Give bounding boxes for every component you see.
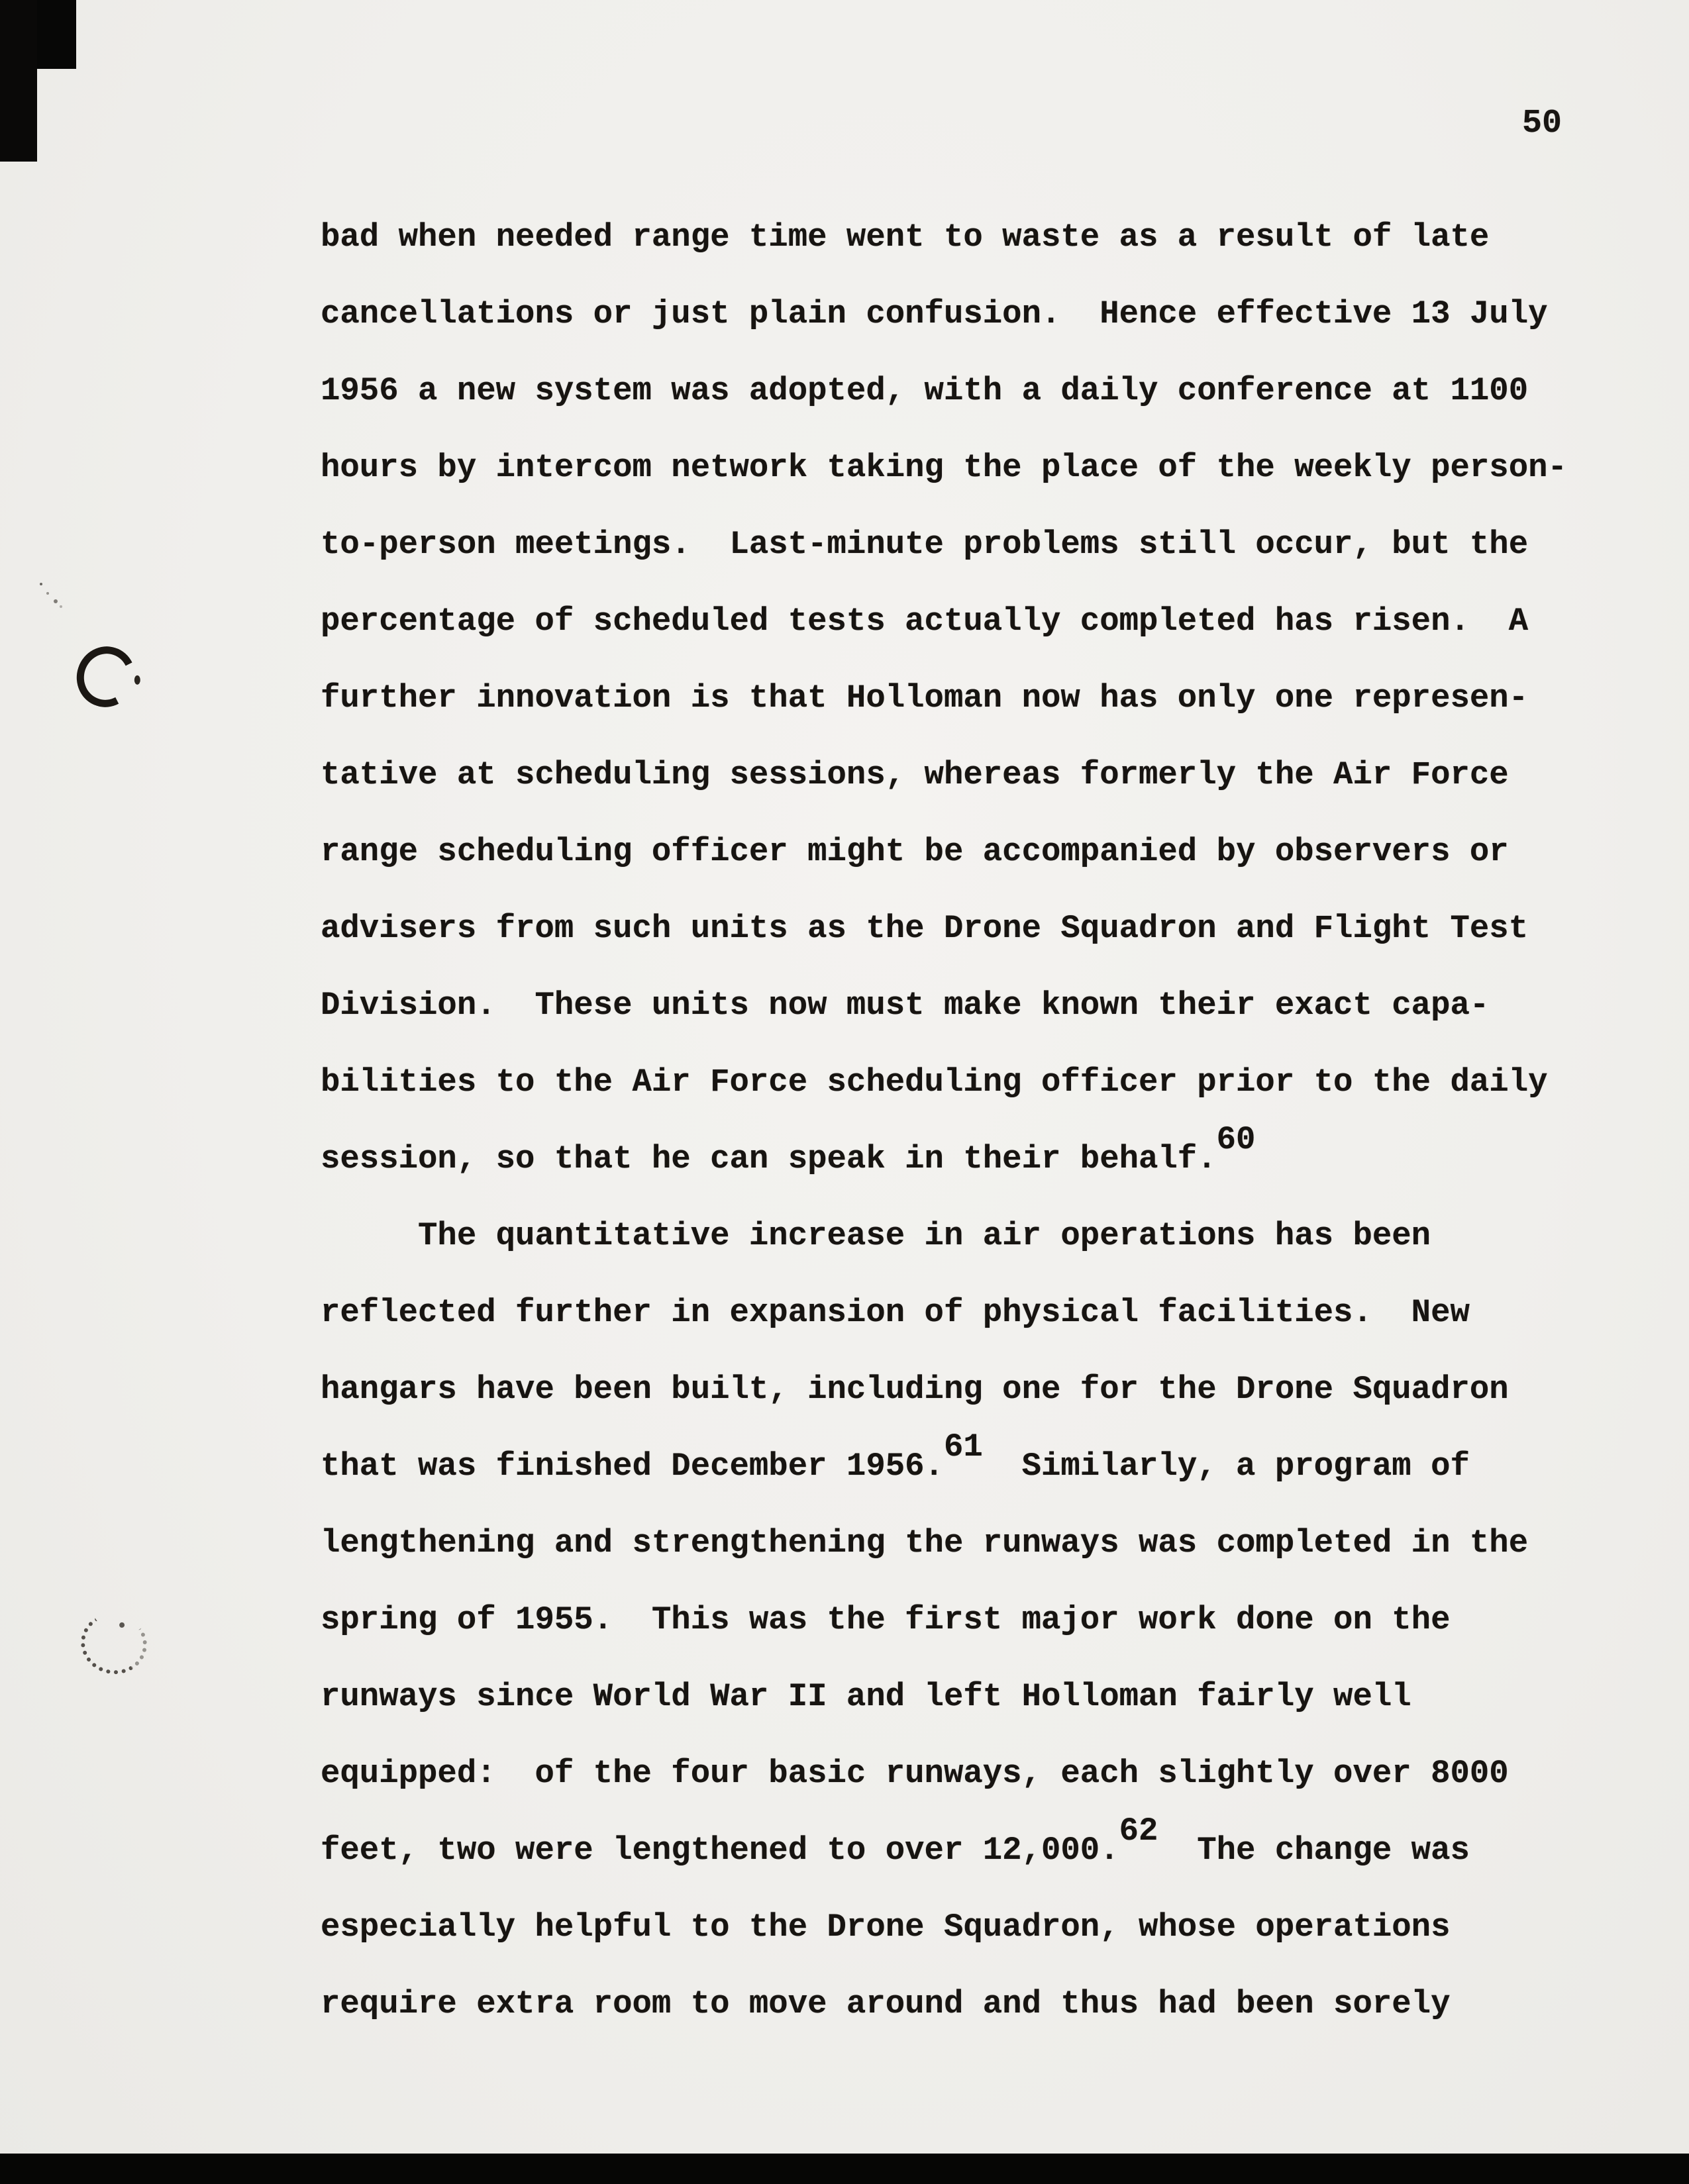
text-line — [321, 1658, 1619, 1735]
text-line — [321, 506, 1619, 583]
text-segment: to-person meetings. Last-minute problems still occur, but the — [321, 526, 1529, 563]
text-segment: 1956 a new system was adopted, with a daily conference at 1100 — [321, 372, 1529, 409]
text-line — [321, 967, 1619, 1044]
text-segment: lengthening and strengthening the runways was completed in the — [321, 1524, 1529, 1562]
hole-punch-mark — [69, 639, 143, 715]
text-segment: range scheduling officer might be accompanied by observers or — [321, 833, 1509, 870]
text-segment: runways since World War II and left Holloman fairly well — [321, 1678, 1411, 1715]
text-line — [321, 660, 1619, 736]
text-segment: require extra room to move around and thus had been sorely — [321, 1985, 1451, 2022]
text-segment: that was finished December 1956. — [321, 1448, 944, 1485]
text-segment: Similarly, a program of — [982, 1448, 1470, 1485]
text-line — [321, 1428, 1619, 1505]
text-segment: bilities to the Air Force scheduling officer prior to the daily — [321, 1064, 1548, 1101]
text-line — [321, 1581, 1619, 1658]
text-line — [321, 1889, 1619, 1965]
page-number: 50 — [1522, 105, 1562, 142]
text-segment: spring of 1955. This was the first major work done on the — [321, 1601, 1451, 1638]
text-line — [321, 1120, 1619, 1197]
footnote-reference: 62 — [1119, 1812, 1158, 1850]
text-line — [321, 429, 1619, 506]
text-line — [321, 352, 1619, 429]
text-line — [321, 813, 1619, 890]
text-segment: The quantitative increase in air operations has been — [321, 1217, 1431, 1254]
text-line — [321, 1735, 1619, 1812]
text-segment: hangars have been built, including one for the Drone Squadron — [321, 1371, 1509, 1408]
text-line — [321, 1044, 1619, 1120]
text-segment: especially helpful to the Drone Squadron, whose operations — [321, 1909, 1451, 1946]
text-segment: reflected further in expansion of physical facilities. New — [321, 1294, 1470, 1331]
text-segment: feet, two were lengthened to over 12,000. — [321, 1832, 1119, 1869]
text-segment: further innovation is that Holloman now has only one represen- — [321, 679, 1529, 717]
text-segment: equipped: of the four basic runways, each slightly over 8000 — [321, 1755, 1509, 1792]
text-line — [321, 1274, 1619, 1351]
text-line — [321, 1965, 1619, 2042]
text-line — [321, 1812, 1619, 1889]
body-text — [321, 199, 1619, 2042]
scan-speckles — [40, 583, 42, 585]
text-segment: The change was — [1158, 1832, 1470, 1869]
scan-artifact-left-strip — [0, 0, 37, 162]
text-line — [321, 736, 1619, 813]
scan-artifact-bottom-bar — [0, 2154, 1689, 2184]
text-segment: cancellations or just plain confusion. Hence effective 13 July — [321, 295, 1548, 332]
text-segment: percentage of scheduled tests actually completed has risen. A — [321, 603, 1529, 640]
text-line — [321, 1351, 1619, 1428]
faint-circle-mark — [76, 1607, 153, 1681]
text-segment: session, so that he can speak in their behalf. — [321, 1140, 1217, 1177]
text-line — [321, 1505, 1619, 1581]
footnote-reference: 60 — [1216, 1120, 1256, 1158]
text-segment: hours by intercom network taking the place of the weekly person- — [321, 449, 1567, 486]
text-segment: tative at scheduling sessions, whereas formerly the Air Force — [321, 756, 1509, 793]
text-segment: Division. These units now must make known their exact capa- — [321, 987, 1490, 1024]
text-line — [321, 275, 1619, 352]
text-line — [321, 1197, 1619, 1274]
text-line — [321, 583, 1619, 660]
text-segment: bad when needed range time went to waste as a result of late — [321, 219, 1490, 256]
footnote-reference: 61 — [943, 1428, 983, 1465]
text-line — [321, 890, 1619, 967]
text-line — [321, 199, 1619, 275]
text-segment: advisers from such units as the Drone Squadron and Flight Test — [321, 910, 1529, 947]
